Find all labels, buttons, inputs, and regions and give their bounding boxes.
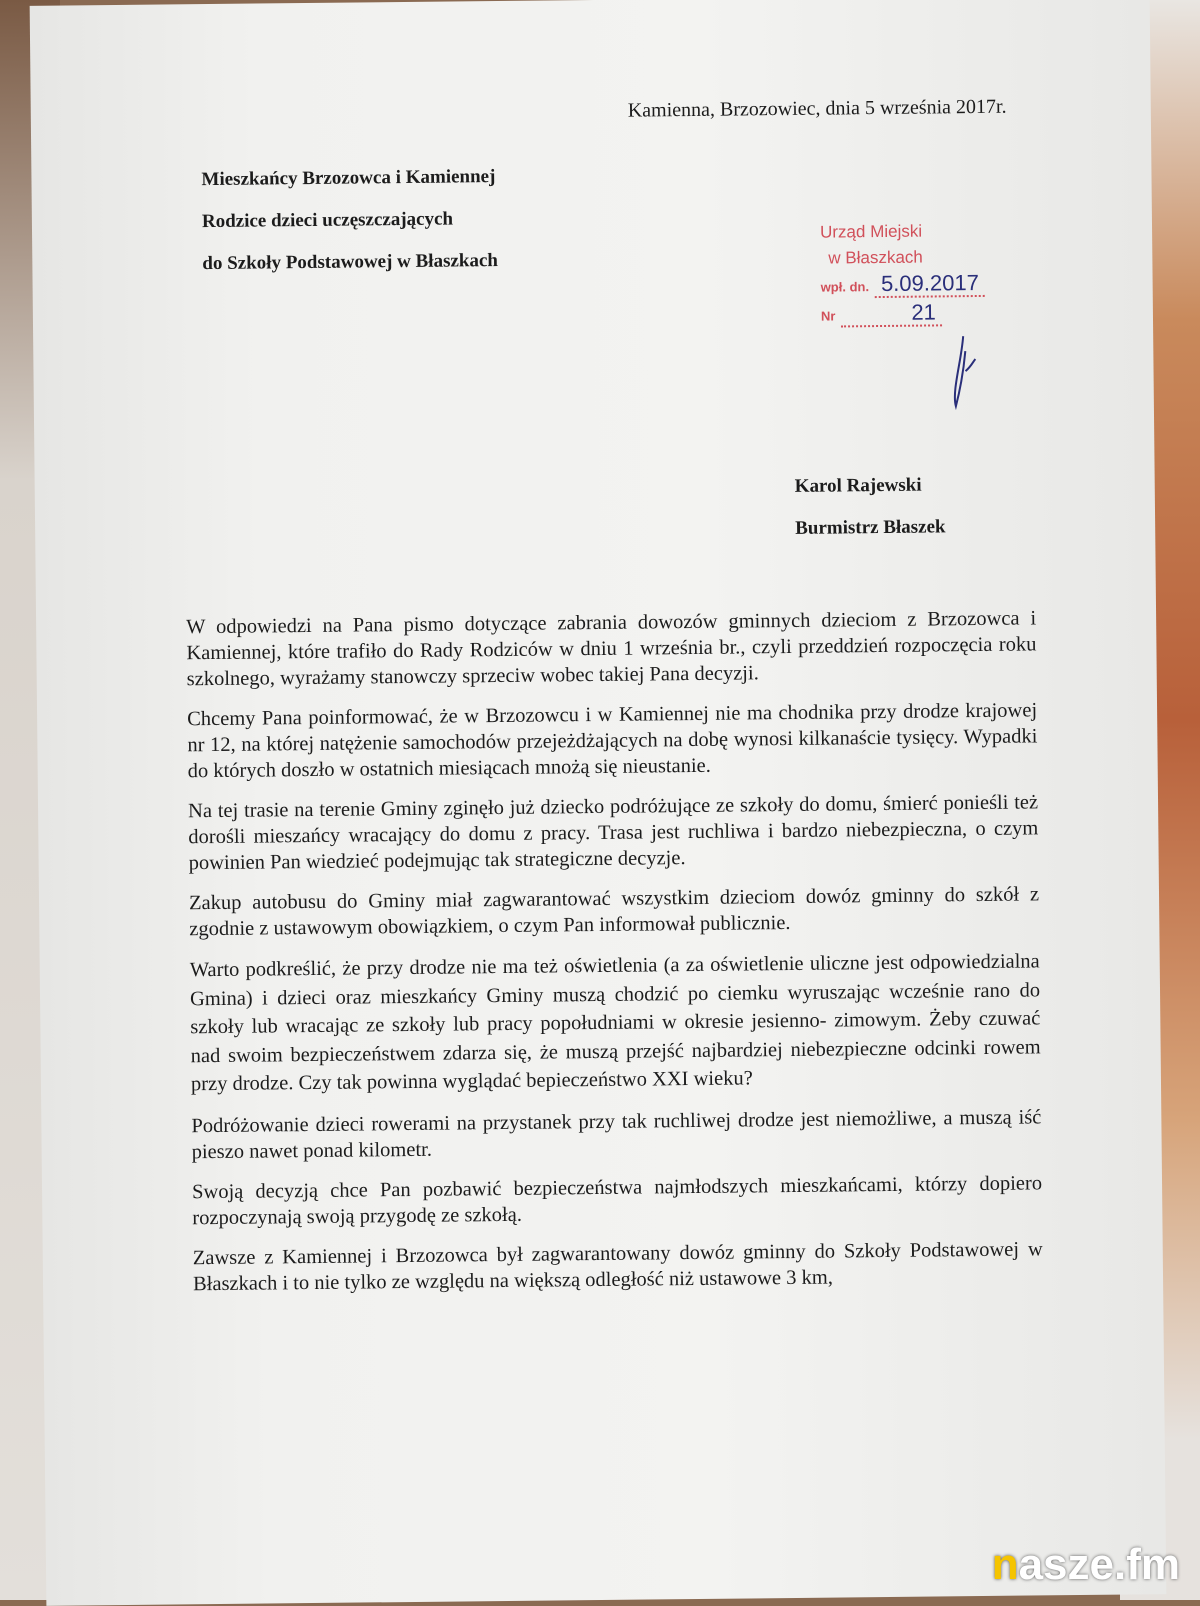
stamp-line: w Błaszkach <box>828 247 923 268</box>
handwritten-number: 21 <box>841 299 942 327</box>
paragraph: Chcemy Pana poinformować, że w Brzozowcu i w Kamiennej nie ma chodnika przy drodze krajowej nr 12, na której natężenie samochodów przejeżdżających na dobę wynosi kilkanaście tysięcy. Wypadki do których doszło w ostatnich miesiącach mnożą się nieustanie. <box>187 699 1038 783</box>
watermark-logo <box>992 1540 1180 1590</box>
paragraph: Zakup autobusu do Gminy miał zagwarantować wszystkim dzieciom dowóz gminny do szkół z zgodnie z ustawowym obowiązkiem, o czym Pan informował publicznie. <box>188 883 1040 941</box>
recipient-name: Karol Rajewski <box>794 474 922 497</box>
paragraph: Warto podkreślić, że przy drodze nie ma też oświetlenia (a za oświetlenie uliczne jest odpowiedzialna Gmina) i dzieci oraz mieszkańcy Gminy muszą chodzić po ciemku wyruszając wcześnie rano do szkoły lub wracając ze szkoły lub pracy popołudniami w okresie jesienno- zimowym. Żeby czuwać nad swoim bezpieczeństwem zdarza się, że muszą przejść najbardziej niebezpieczne odcinki rowem przy drodze. Czy tak powinna wyglądać bepieczeństwo XXI wieku? <box>189 950 1041 1096</box>
recipient-title: Burmistrz Błaszek <box>795 516 946 539</box>
stamp-received-label: wpł. dn. <box>820 279 870 295</box>
paragraph: W odpowiedzi na Pana pismo dotyczące zabrania dowozów gminnych dzieciom z Brzozowca i Kamiennej, które trafiło do Rady Rodziców w dniu 1 września br., czyli przeddzień rozpoczęcia roku szkolnego, wyrażamy stanowczy sprzeciw wobec takiej Pana decyzji. <box>186 607 1037 691</box>
received-stamp <box>820 218 985 330</box>
paragraph: Podróżowanie dzieci rowerami na przystanek przy tak ruchliwej drodze jest niemożliwe, a muszą iść pieszo nawet ponad kilometr. <box>191 1105 1042 1163</box>
stamp-line: Urząd Miejski <box>819 221 923 242</box>
sender-block <box>201 156 498 285</box>
recipient-block <box>795 464 946 550</box>
paragraph: Zawsze z Kamiennej i Brzozowca był zagwarantowany dowóz gminny do Szkoły Podstawowej w Błaszkach i to nie tylko ze względu na większą odległość niż ustawowe 3 km, <box>192 1237 1043 1295</box>
sender-line: do Szkoły Podstawowej w Błaszkach <box>202 250 499 275</box>
place-date: Kamienna, Brzozowiec, dnia 5 września 2017r. <box>627 95 1007 122</box>
stamp-number-label: Nr <box>820 308 836 324</box>
letter-page <box>30 0 1167 1606</box>
sender-line: Rodzice dzieci uczęszczających <box>201 208 454 233</box>
signature-mark <box>943 331 984 411</box>
paragraph: Swoją decyzją chce Pan pozbawić bezpieczeństwa najmłodszych mieszkańcami, którzy dopiero rozpoczynają swoją przygodę ze szkołą. <box>191 1171 1043 1229</box>
paragraph: Na tej trasie na terenie Gminy zginęło już dziecko podróżujące ze szkoły do domu, śmierć ponieśli też dorośli mieszańcy wracający do domu z pracy. Trasa jest ruchliwa i bardzo niebezpieczna, o czym powinien Pan wiedzieć podejmując tak strategiczne decyzje. <box>187 791 1039 875</box>
sender-line: Mieszkańcy Brzozowca i Kamiennej <box>201 166 496 191</box>
watermark-rest: asze.fm <box>1018 1540 1180 1589</box>
handwritten-date: 5.09.2017 <box>875 270 985 298</box>
letter-body <box>186 605 1043 1310</box>
watermark-prefix: n <box>991 1540 1019 1589</box>
